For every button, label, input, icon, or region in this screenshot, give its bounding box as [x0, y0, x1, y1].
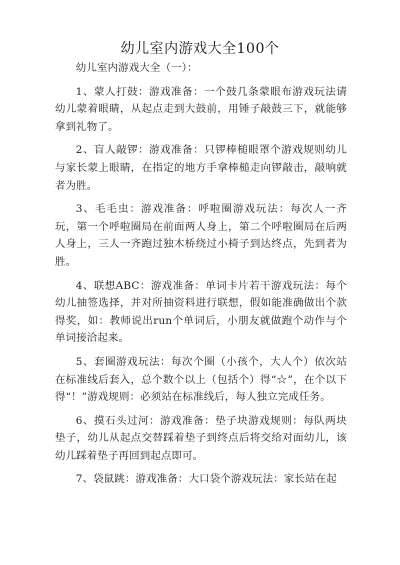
paragraph-2: 2、盲人敲锣：游戏准备：只锣棒槌眼罩个游戏规则幼儿与家长蒙上眼睛，在指定的地方手拿棒槌走向锣敲击，敲响就者为胜。 [55, 144, 347, 192]
document-body [55, 60, 347, 495]
paragraph-3: 3、毛毛虫：游戏准备：呼啦圈游戏玩法：每次人一齐玩，第一个呼啦圈局在前面两人身上，第二个呼啦圈局在后两人身上，三人一齐跑过独木桥绕过小椅子到达终点，先到者为胜。 [55, 203, 347, 268]
paragraph-1: 1、蒙人打鼓：游戏准备：一个鼓几条蒙眼布游戏玩法请幼儿蒙着眼睛，从起点走到大鼓前，用锤子敲鼓三下，就能够拿到礼物了。 [55, 85, 347, 133]
paragraph-5: 5、套圈游戏玩法：每次个圈（小孩个，大人个）依次站在标准线后套入，总个数个以上（包括个）得“☆”，在个以下得“！”游戏规则：必须站在标准线后，每人独立完成任务。 [55, 355, 347, 404]
paragraph-4: 4、联想ABC：游戏准备：单词卡片若干游戏玩法：每个幼儿抽签选择，并对所抽资料进行联想，假如能准确做出个款得奖，如：教师说出run个单词后，小朋友就做跑个动作与个单词接洽起来。 [55, 279, 347, 345]
paragraph-7: 7、袋鼠跳：游戏准备：大口袋个游戏玩法：家长站在起 [75, 473, 337, 486]
section-heading: 幼儿室内游戏大全（一）： [75, 62, 198, 74]
paragraph-6: 6、摸石头过河：游戏准备：垫子块游戏规则：每队两块垫子，幼儿从起点交替踩着垫子到终点后将交给对面幼儿，该幼儿踩着垫子再回到起点即可。 [55, 414, 347, 462]
document-title: 幼儿室内游戏大全100个 [120, 41, 280, 57]
